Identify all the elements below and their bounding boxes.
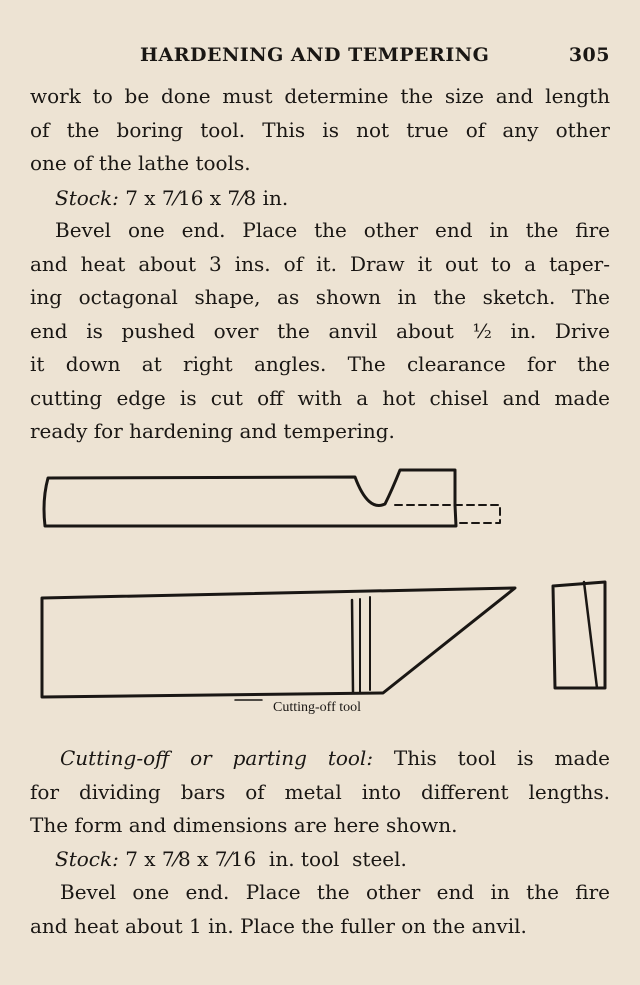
page-number: 305 — [568, 44, 610, 66]
stock-line-1 — [55, 182, 288, 215]
text-line: for dividing bars of metal into different lengths. — [30, 779, 610, 804]
caption-text: Cutting-off tool — [272, 700, 362, 715]
paragraph-procedure — [30, 214, 610, 449]
fuller-mark-1 — [352, 600, 353, 692]
text-line: it down at right angles. The clearance for the — [30, 352, 610, 376]
text-line: end is pushed over the anvil about ½ in. Drive — [30, 318, 610, 343]
paragraph-procedure-2 — [30, 876, 610, 943]
stock-label: Stock: — [55, 847, 119, 871]
paragraph-boring-tool — [30, 80, 610, 181]
end-view-bevel — [584, 582, 597, 688]
text-line: one of the lathe tools. — [30, 151, 251, 175]
text-line: The form and dimensions are here shown. — [30, 813, 458, 837]
end-view-outline — [553, 582, 605, 688]
stock-label: Stock: — [55, 186, 119, 210]
boring-tool-dashed-extension — [395, 505, 500, 523]
boring-tool-outline — [44, 470, 456, 526]
text-line: Bevel one end. Place the other end in the fire — [55, 218, 610, 242]
running-header — [140, 44, 610, 68]
paragraph-parting-tool — [30, 742, 610, 843]
text-line: Bevel one end. Place the other end in the fire — [60, 880, 610, 904]
figure-caption — [0, 700, 640, 716]
text-line: ready for hardening and tempering. — [30, 419, 395, 443]
running-title: HARDENING AND TEMPERING — [140, 44, 490, 66]
text-line: and heat about 1 in. Place the fuller on the anvil. — [30, 913, 527, 938]
text-line: and heat about 3 ins. of it. Draw it out to a taper- — [30, 251, 610, 276]
text-line: ing octagonal shape, as shown in the sketch. The — [30, 285, 610, 309]
section-title: Cutting-off or parting tool: — [60, 746, 374, 770]
stock-value: 7 x 7⁄16 x 7⁄8 in. — [125, 186, 289, 210]
text-fragment: This tool is made — [393, 746, 611, 770]
stock-value: 7 x 7⁄8 x 7⁄16 in. tool steel. — [125, 847, 407, 871]
tool-sketch — [0, 460, 640, 720]
cutting-off-tool-outline — [42, 588, 515, 697]
text-line — [30, 742, 610, 776]
text-line: of the boring tool. This is not true of any other — [30, 117, 610, 142]
text-line: cutting edge is cut off with a hot chisel and made — [30, 385, 610, 410]
stock-line-2 — [55, 843, 407, 876]
text-line: work to be done must determine the size and length — [30, 84, 610, 108]
